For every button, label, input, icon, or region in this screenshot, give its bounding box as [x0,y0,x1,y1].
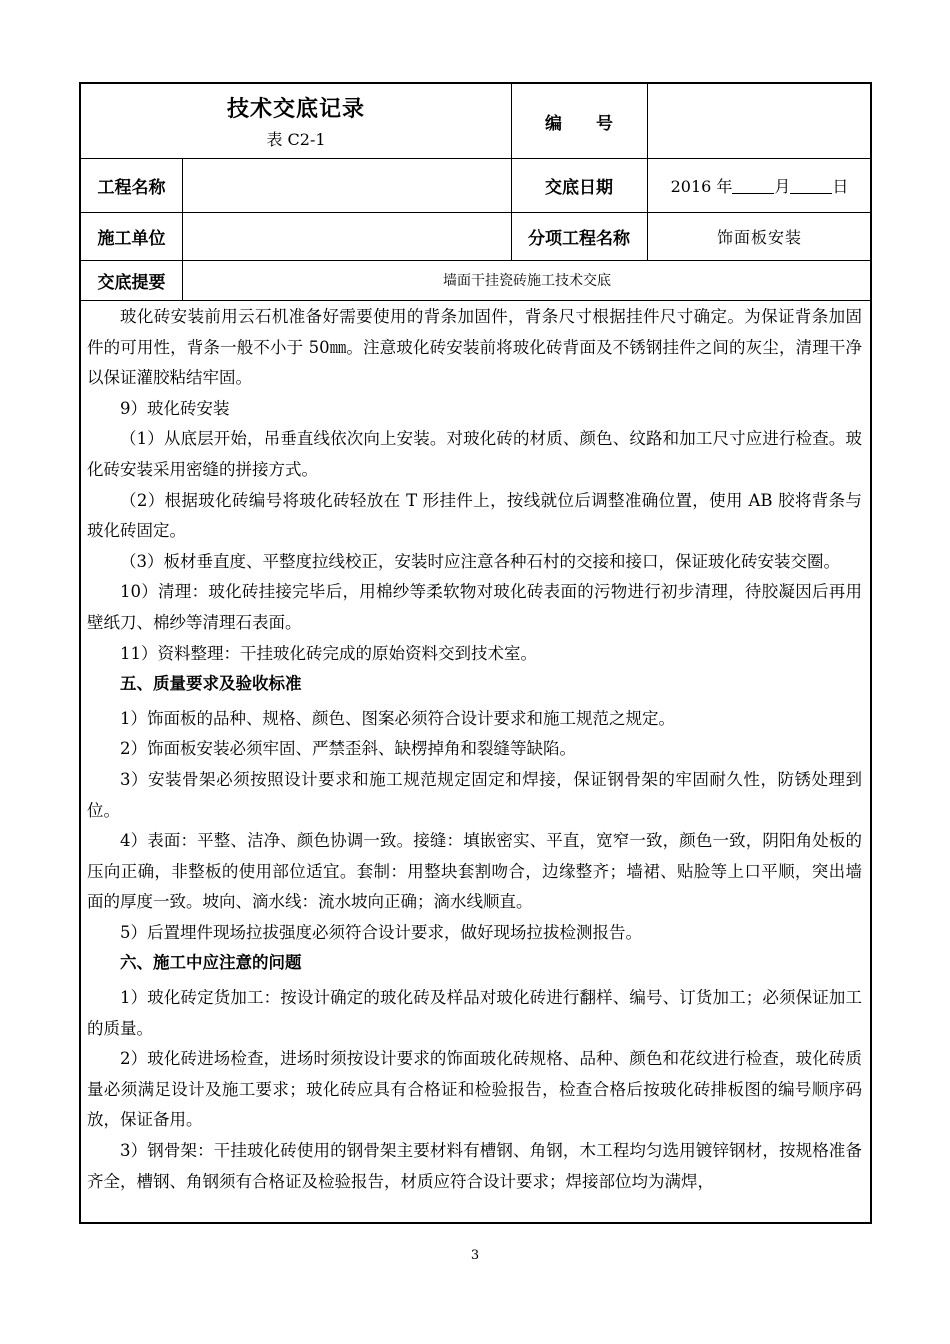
disclosure-date-label: 交底日期 [545,177,613,198]
title-cell [81,84,511,158]
disclosure-date-value [647,158,872,212]
disclosure-record-form [79,82,872,1224]
row-divider [81,300,870,301]
body-paragraph: （1）从底层开始，吊垂直线依次向上安装。对玻化砖的材质、颜色、纹路和加工尺寸应进行检查。玻化砖安装采用密缝的拼接方式。 [87,429,862,479]
construction-unit-value [182,212,511,260]
disclosure-body [87,302,862,1197]
form-title: 技术交底记录 [226,97,365,122]
body-paragraph: 4）表面：平整、洁净、颜色协调一致。接缝：填嵌密实、平直，宽窄一致，颜色一致，阴阳角处板的压向正确，非整板的使用部位适宜。套制：用整块套割吻合，边缘整齐；墙裙、贴脸等上口平顺，突出墙面的厚度一致。坡向、滴水线：流水坡向正确；滴水线顺直。 [87,831,862,912]
body-paragraph: （2）根据玻化砖编号将玻化砖轻放在 T 形挂件上，按线就位后调整准确位置，使用 AB 胶将背条与玻化砖固定。 [87,490,862,541]
body-paragraph: 3）安装骨架必须按照设计要求和施工规范规定固定和焊接，保证钢骨架的牢固耐久性，防锈处理到位。 [87,769,862,820]
summary-value: 墙面干挂瓷砖施工技术交底 [443,273,611,289]
day-blank [790,177,832,194]
date-month: 月 [774,176,791,196]
body-paragraph: 10）清理：玻化砖挂接完毕后，用棉纱等柔软物对玻化砖表面的污物进行初步清理，待胶凝因后再用壁纸刀、棉纱等清理石表面。 [87,582,862,632]
project-name-label: 工程名称 [97,177,166,198]
form-number: 表 C2-1 [266,130,326,149]
body-paragraph: 1）饰面板的品种、规格、颜色、图案必须符合设计要求和施工规范之规定。 [120,708,675,728]
section-heading-quality: 五、质量要求及验收标准 [120,674,302,694]
summary-label: 交底提要 [97,272,166,293]
subproject-name-label: 分项工程名称 [528,228,630,249]
body-paragraph: （3）板材垂直度、平整度拉线校正，安装时应注意各种石村的交接和接口，保证玻化砖安装交圈。 [120,551,840,571]
body-paragraph: 2）饰面板安装必须牢固、严禁歪斜、缺楞掉角和裂缝等缺陷。 [120,739,576,759]
date-year: 2016 年 [670,176,733,196]
body-paragraph: 5）后置埋件现场拉拔强度必须符合设计要求，做好现场拉拔检测报告。 [120,922,642,942]
body-paragraph: 9）玻化砖安装 [120,398,230,418]
project-name-value [182,158,511,212]
page-number: 3 [470,1248,480,1263]
number-label: 编 号 [545,113,613,134]
body-paragraph: 1）玻化砖定货加工：按设计确定的玻化砖及样品对玻化砖进行翻样、编号、订货加工；必须保证加工的质量。 [87,988,862,1038]
body-paragraph: 11）资料整理：干挂玻化砖完成的原始资料交到技术室。 [120,643,537,663]
construction-unit-label: 施工单位 [97,228,166,249]
month-blank [732,177,774,194]
number-value [647,84,872,158]
subproject-name-value: 饰面板安装 [716,227,802,247]
body-paragraph: 3）钢骨架：干挂玻化砖使用的钢骨架主要材料有槽钢、角钢，木工程均匀选用镀锌钢材，按规格准备齐全，槽钢、角钢须有合格证及检验报告，材质应符合设计要求；焊接部位均为满焊， [87,1141,862,1191]
body-paragraph: 玻化砖安装前用云石机准备好需要使用的背条加固件，背条尺寸根据挂件尺寸确定。为保证背条加固件的可用性，背条一般不小于 50㎜。注意玻化砖安装前将玻化砖背面及不锈钢挂件之间的灰尘，清理干净以保证灌胶粘结牢固。 [87,307,862,388]
body-paragraph: 2）玻化砖进场检查，进场时须按设计要求的饰面玻化砖规格、品种、颜色和花纹进行检查，玻化砖质量必须满足设计及施工要求；玻化砖应具有合格证和检验报告，检查合格后按玻化砖排板图的编号顺序码放，保证备用。 [87,1049,862,1130]
date-day: 日 [832,176,849,196]
section-heading-notes: 六、施工中应注意的问题 [120,953,302,973]
